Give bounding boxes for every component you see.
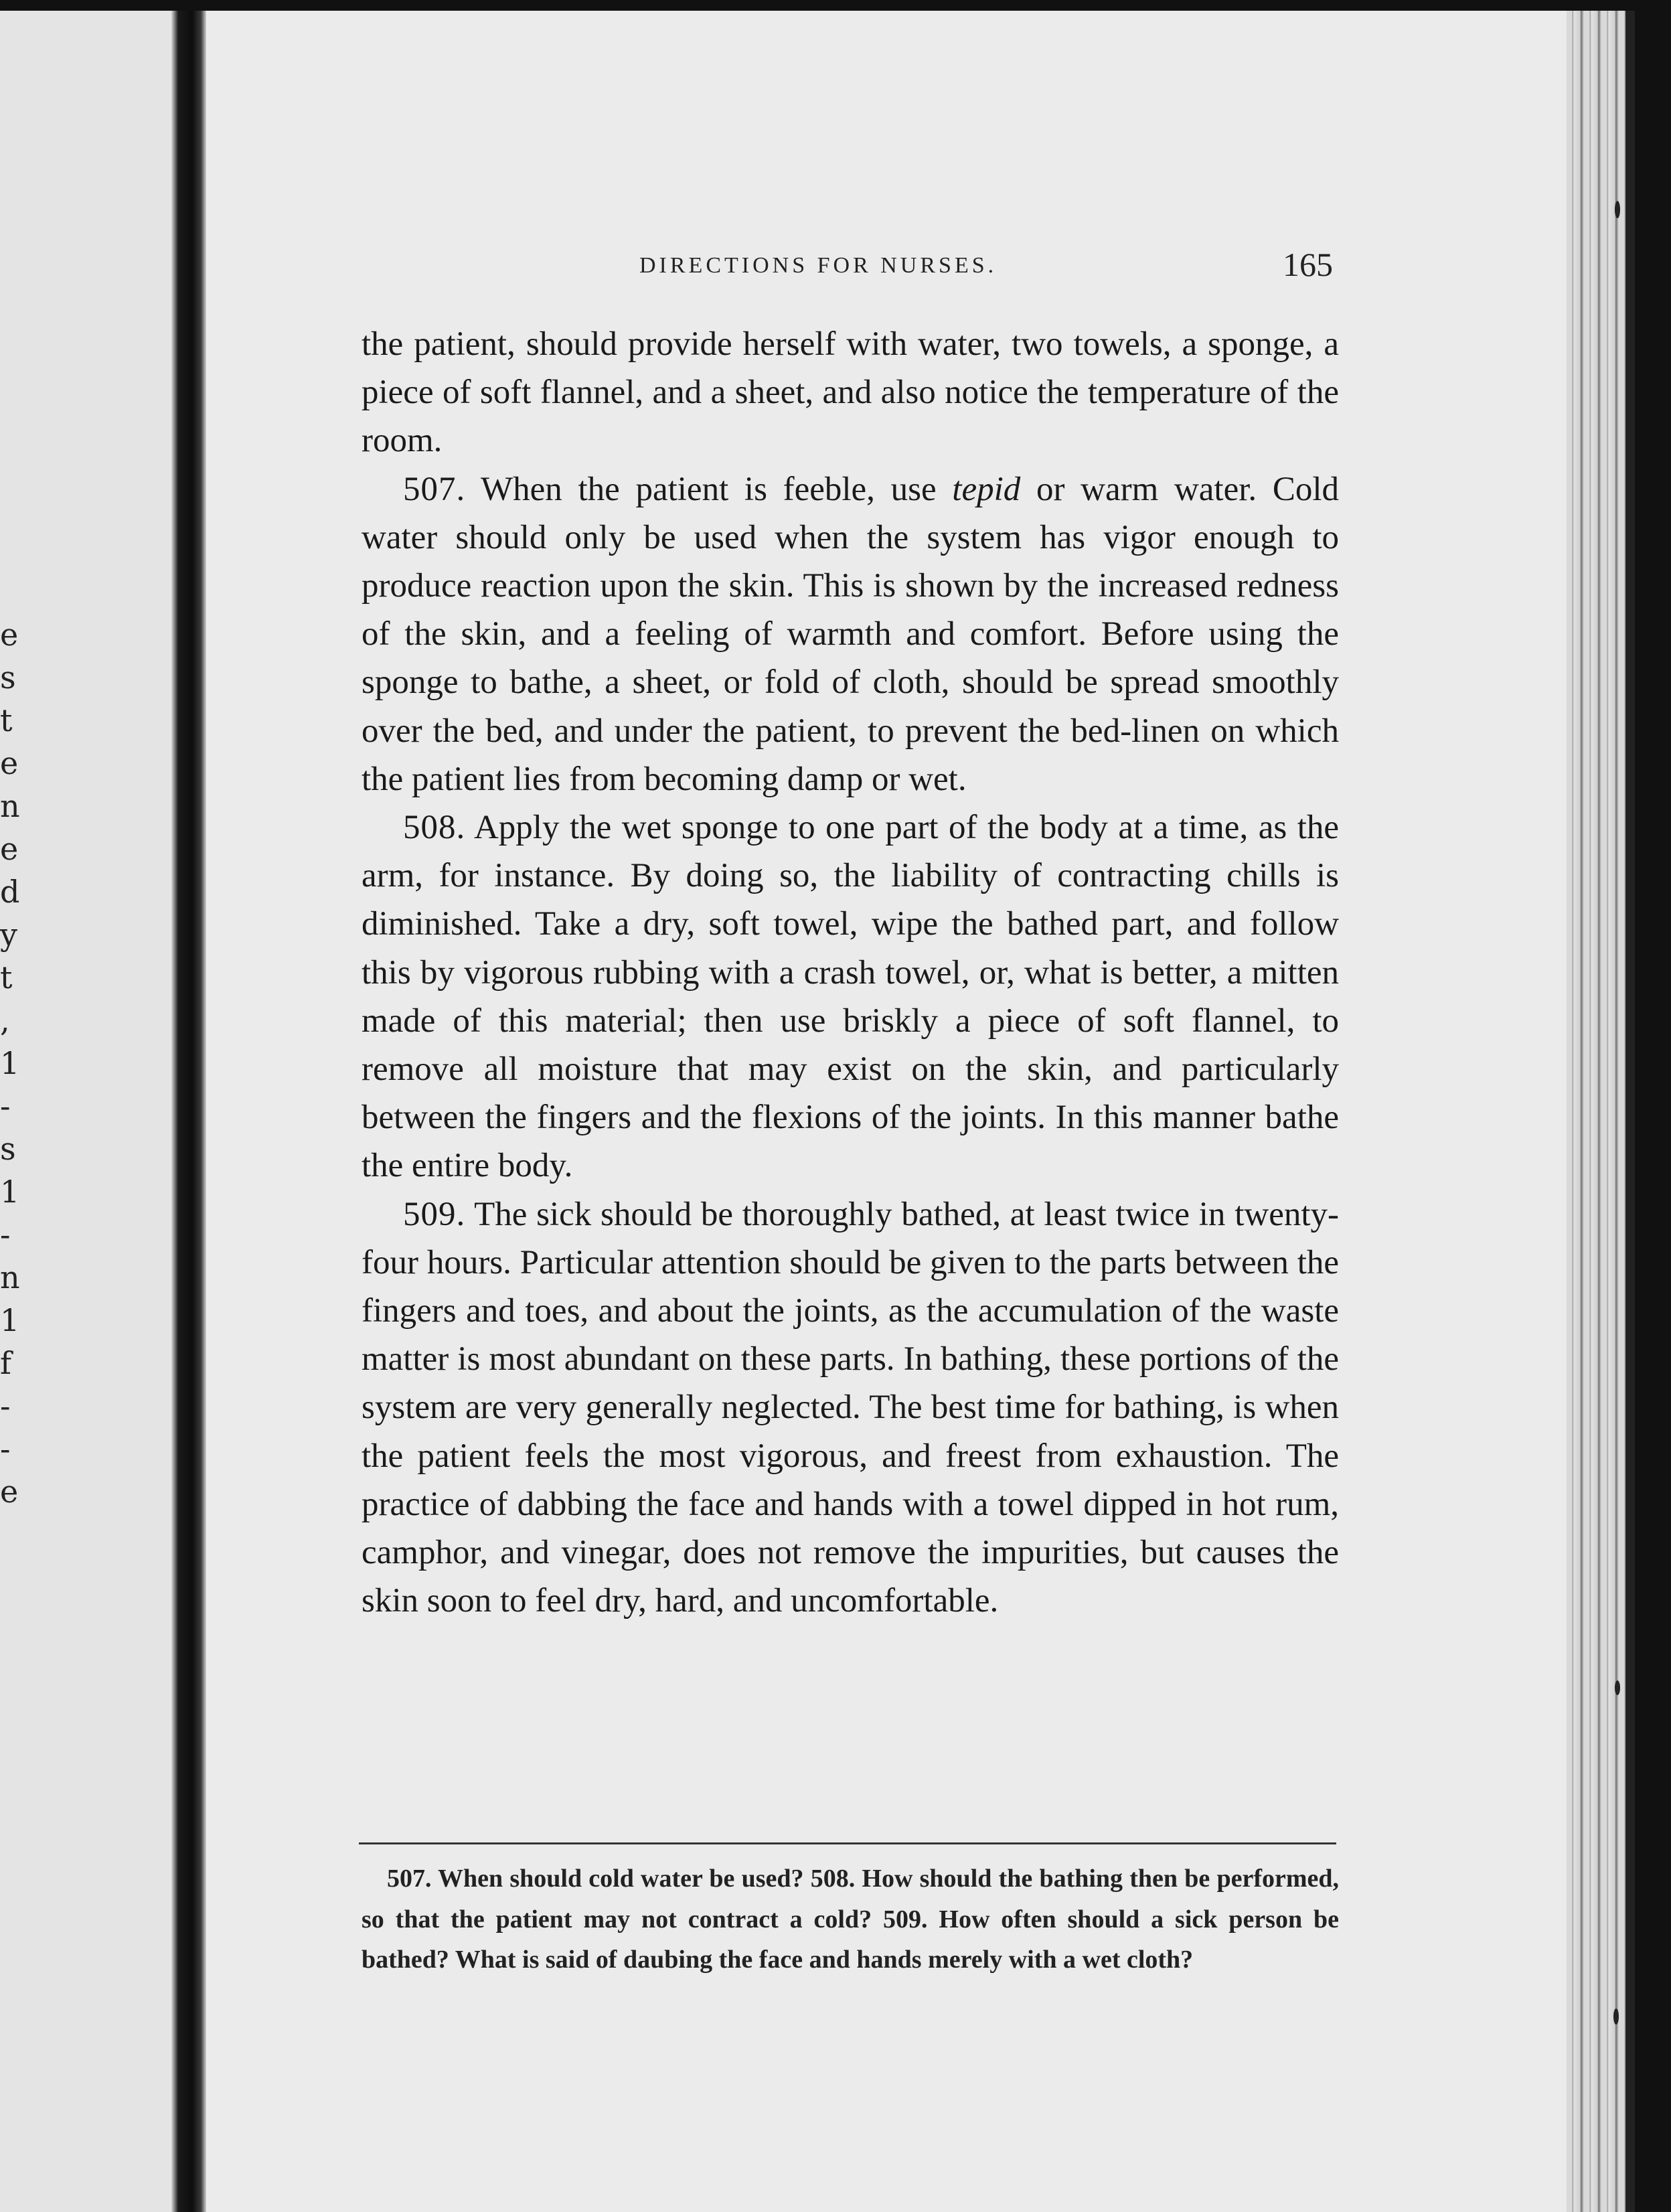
paragraph-text: When the patient is feeble, use xyxy=(481,470,937,508)
scan-speck xyxy=(1615,201,1620,218)
footnote-text: 507. When should cold water be used? 508. How should the bathing then be performed, so that the patient may not contract a cold? 509. How often should a sick person be bathed? What is said of daubing the face and hands merely with a wet cloth? xyxy=(362,1865,1339,1974)
page-number: 165 xyxy=(1283,246,1333,283)
paragraph-508 xyxy=(362,803,1339,1190)
body-text xyxy=(362,320,1339,1625)
line-ending-fragment: n xyxy=(0,788,20,824)
scan-top-border xyxy=(0,0,1671,11)
paragraph-text: the patient, should provide herself with water, two towels, a sponge, a piece of soft flannel, and a sheet, and also notice the temperature of the room. xyxy=(362,325,1339,460)
line-ending-fragment: s xyxy=(0,1131,16,1167)
line-ending-fragment: f xyxy=(0,1345,12,1381)
previous-page-sliver xyxy=(0,11,171,2212)
paragraph-number: 508. xyxy=(403,809,466,847)
line-ending-fragment: - xyxy=(0,1388,11,1424)
paragraph-507 xyxy=(362,465,1339,803)
line-ending-fragment: - xyxy=(0,1216,11,1253)
cover-edge xyxy=(1625,11,1635,2212)
line-ending-fragment: y xyxy=(0,917,17,953)
line-ending-fragment: d xyxy=(0,874,20,910)
footnote-divider xyxy=(359,1842,1336,1844)
paragraph-text: or warm water. Cold water should only be used when the system has vigor enough to produce reaction upon the skin. This is shown by the increased redness of the skin, and a feeling of warmth and comfort. Before using the sponge to bathe, a sheet, or fold of cloth, should be spread smoothly over the bed, and under the patient, to prevent the bed-linen on which the patient lies from becoming damp or wet. xyxy=(362,470,1339,798)
line-ending-fragment: e xyxy=(0,831,19,867)
scan-speck xyxy=(1613,2008,1619,2025)
scan-speck xyxy=(1615,1680,1620,1695)
emphasized-word: tepid xyxy=(952,470,1021,508)
running-head: DIRECTIONS FOR NURSES. xyxy=(639,253,998,278)
line-ending-fragment: t xyxy=(0,959,13,996)
line-ending-fragment: - xyxy=(0,1431,11,1467)
line-ending-fragment: - xyxy=(0,1088,11,1124)
line-ending-fragment: e xyxy=(0,745,19,781)
scan-right-border xyxy=(1635,11,1671,2212)
line-ending-fragment: 1 xyxy=(0,1174,20,1210)
line-ending-fragment: t xyxy=(0,702,13,738)
footnote-questions xyxy=(362,1859,1339,1980)
line-ending-fragment: e xyxy=(0,1474,19,1510)
line-ending-fragment: n xyxy=(0,1259,20,1295)
paragraph-text: Apply the wet sponge to one part of the body at a time, as the arm, for instance. By doing so, the liability of contracting chills is diminished. Take a dry, soft towel, wipe the bathed part, and follow this by vigorous rubbing with a crash towel, or, what is better, a mitten made of this material; then use briskly a piece of soft flannel, to remove all moisture that may exist on the skin, and particularly between the fingers and the flexions of the joints. In this manner bathe the entire body. xyxy=(362,809,1340,1185)
paragraph-number: 507. xyxy=(403,470,466,508)
line-ending-fragment: e xyxy=(0,617,19,653)
paragraph-text: The sick should be thoroughly bathed, at least twice in twenty-four hours. Particular attention should be given to the parts between the fingers and toes, and about the joints, as the accumulation of the waste matter is most abundant on these parts. In bathing, these portions of the system are very generally neglected. The best time for bathing, is when the patient feels the most vigorous, and freest from exhaustion. The practice of dabbing the face and hands with a towel dipped in hot rum, camphor, and vinegar, does not remove the impurities, but causes the skin soon to feel dry, hard, and uncomfortable. xyxy=(362,1195,1339,1620)
book-gutter xyxy=(171,11,206,2212)
line-ending-fragment: 1 xyxy=(0,1045,20,1081)
line-ending-fragment: s xyxy=(0,659,16,696)
line-ending-fragment: 1 xyxy=(0,1302,20,1338)
paragraph-number: 509. xyxy=(403,1195,466,1233)
line-ending-fragment: , xyxy=(0,1002,10,1038)
paragraph-continuation xyxy=(362,320,1339,465)
previous-page-line-endings xyxy=(0,613,27,1513)
paragraph-509 xyxy=(362,1190,1339,1626)
